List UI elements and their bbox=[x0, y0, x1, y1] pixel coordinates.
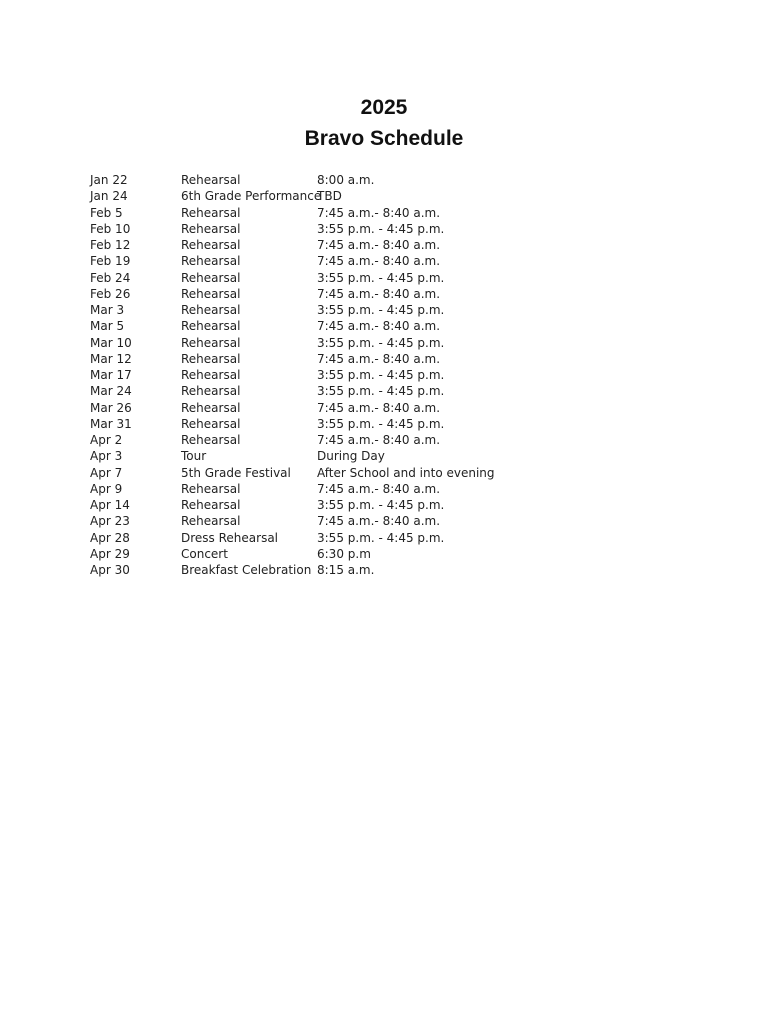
schedule-row bbox=[90, 448, 547, 464]
schedule-date: Mar 26 bbox=[90, 400, 132, 415]
schedule-time: 7:45 a.m.- 8:40 a.m. bbox=[317, 286, 441, 301]
schedule-date: Apr 2 bbox=[90, 433, 123, 447]
schedule-event: Rehearsal bbox=[181, 498, 241, 512]
schedule-date: Feb 5 bbox=[90, 205, 123, 220]
schedule-date: Mar 10 bbox=[90, 335, 132, 350]
schedule-date: Mar 17 bbox=[90, 368, 132, 382]
schedule-row bbox=[90, 465, 547, 481]
schedule-date: Feb 12 bbox=[90, 238, 131, 252]
schedule-event: Rehearsal bbox=[181, 433, 241, 447]
schedule-date: Mar 31 bbox=[90, 416, 132, 431]
schedule-date: Apr 9 bbox=[90, 481, 123, 496]
schedule-event: Breakfast Celebration bbox=[181, 563, 312, 577]
schedule-row bbox=[90, 513, 547, 529]
schedule-event: Rehearsal bbox=[181, 254, 241, 269]
schedule-time: 7:45 a.m.- 8:40 a.m. bbox=[317, 481, 441, 496]
schedule-time: 7:45 a.m.- 8:40 a.m. bbox=[317, 238, 441, 252]
schedule-row bbox=[90, 481, 547, 497]
schedule-event: Rehearsal bbox=[181, 270, 241, 285]
schedule-event: Rehearsal bbox=[181, 319, 241, 334]
schedule-time: 3:55 p.m. - 4:45 p.m. bbox=[317, 498, 445, 512]
schedule-row bbox=[90, 497, 547, 513]
schedule-row bbox=[90, 302, 547, 318]
schedule-time: 3:55 p.m. - 4:45 p.m. bbox=[317, 384, 445, 399]
schedule-row bbox=[90, 367, 547, 383]
schedule-date: Jan 22 bbox=[90, 173, 128, 187]
schedule-time: 7:45 a.m.- 8:40 a.m. bbox=[317, 433, 441, 447]
schedule-event: Tour bbox=[181, 449, 207, 464]
schedule-row bbox=[90, 318, 547, 334]
schedule-event: 6th Grade Performance bbox=[181, 189, 322, 204]
schedule-list bbox=[90, 172, 547, 578]
schedule-time: 6:30 p.m bbox=[317, 546, 371, 561]
schedule-time: 3:55 p.m. - 4:45 p.m. bbox=[317, 416, 445, 431]
schedule-date: Feb 10 bbox=[90, 221, 131, 236]
schedule-date: Apr 29 bbox=[90, 546, 130, 561]
schedule-event: Rehearsal bbox=[181, 303, 241, 317]
schedule-date: Feb 24 bbox=[90, 270, 131, 285]
schedule-time: 3:55 p.m. - 4:45 p.m. bbox=[317, 270, 445, 285]
schedule-event: Rehearsal bbox=[181, 368, 241, 382]
schedule-date: Mar 24 bbox=[90, 384, 132, 399]
schedule-time: During Day bbox=[317, 449, 385, 464]
schedule-date: Apr 28 bbox=[90, 530, 130, 545]
document-title-block bbox=[0, 92, 768, 154]
schedule-date: Mar 3 bbox=[90, 303, 125, 317]
schedule-row bbox=[90, 383, 547, 399]
schedule-time: 7:45 a.m.- 8:40 a.m. bbox=[317, 400, 441, 415]
schedule-row bbox=[90, 351, 547, 367]
schedule-date: Feb 26 bbox=[90, 286, 131, 301]
schedule-time: 8:00 a.m. bbox=[317, 173, 375, 187]
schedule-time: 8:15 a.m. bbox=[317, 563, 375, 577]
schedule-time: 3:55 p.m. - 4:45 p.m. bbox=[317, 368, 445, 382]
schedule-time: 7:45 a.m.- 8:40 a.m. bbox=[317, 205, 441, 220]
schedule-event: Rehearsal bbox=[181, 335, 241, 350]
schedule-row bbox=[90, 253, 547, 269]
schedule-row bbox=[90, 562, 547, 578]
schedule-time: 7:45 a.m.- 8:40 a.m. bbox=[317, 254, 441, 269]
schedule-time: 3:55 p.m. - 4:45 p.m. bbox=[317, 335, 445, 350]
schedule-time: 3:55 p.m. - 4:45 p.m. bbox=[317, 303, 445, 317]
schedule-date: Apr 30 bbox=[90, 563, 130, 577]
schedule-date: Apr 3 bbox=[90, 449, 123, 464]
schedule-date: Apr 7 bbox=[90, 465, 123, 480]
schedule-row bbox=[90, 530, 547, 546]
schedule-event: Rehearsal bbox=[181, 205, 241, 220]
schedule-row bbox=[90, 286, 547, 302]
schedule-date: Mar 5 bbox=[90, 319, 125, 334]
schedule-event: Rehearsal bbox=[181, 481, 241, 496]
schedule-event: Dress Rehearsal bbox=[181, 530, 279, 545]
schedule-event: Rehearsal bbox=[181, 514, 241, 529]
schedule-date: Feb 19 bbox=[90, 254, 131, 269]
schedule-time: TBD bbox=[317, 189, 342, 204]
schedule-row bbox=[90, 188, 547, 204]
schedule-event: Rehearsal bbox=[181, 416, 241, 431]
schedule-event: Rehearsal bbox=[181, 286, 241, 301]
schedule-row bbox=[90, 400, 547, 416]
schedule-date: Apr 14 bbox=[90, 498, 130, 512]
schedule-event: Concert bbox=[181, 546, 228, 561]
schedule-row bbox=[90, 221, 547, 237]
schedule-event: Rehearsal bbox=[181, 400, 241, 415]
schedule-time: After School and into evening bbox=[317, 465, 495, 480]
schedule-row bbox=[90, 205, 547, 221]
schedule-event: 5th Grade Festival bbox=[181, 465, 291, 480]
schedule-event: Rehearsal bbox=[181, 384, 241, 399]
schedule-row bbox=[90, 432, 547, 448]
schedule-time: 3:55 p.m. - 4:45 p.m. bbox=[317, 221, 445, 236]
schedule-date: Apr 23 bbox=[90, 514, 130, 529]
schedule-row bbox=[90, 237, 547, 253]
schedule-row bbox=[90, 546, 547, 562]
schedule-row bbox=[90, 270, 547, 286]
schedule-date: Mar 12 bbox=[90, 351, 132, 366]
schedule-time: 7:45 a.m.- 8:40 a.m. bbox=[317, 351, 441, 366]
schedule-event: Rehearsal bbox=[181, 173, 241, 187]
schedule-time: 7:45 a.m.- 8:40 a.m. bbox=[317, 319, 441, 334]
schedule-date: Jan 24 bbox=[90, 189, 128, 204]
schedule-event: Rehearsal bbox=[181, 238, 241, 252]
schedule-time: 3:55 p.m. - 4:45 p.m. bbox=[317, 530, 445, 545]
schedule-event: Rehearsal bbox=[181, 351, 241, 366]
schedule-row bbox=[90, 335, 547, 351]
schedule-row bbox=[90, 416, 547, 432]
document-title: Bravo Schedule bbox=[304, 127, 464, 150]
schedule-event: Rehearsal bbox=[181, 221, 241, 236]
document-year: 2025 bbox=[360, 96, 408, 119]
schedule-time: 7:45 a.m.- 8:40 a.m. bbox=[317, 514, 441, 529]
schedule-row bbox=[90, 172, 547, 188]
